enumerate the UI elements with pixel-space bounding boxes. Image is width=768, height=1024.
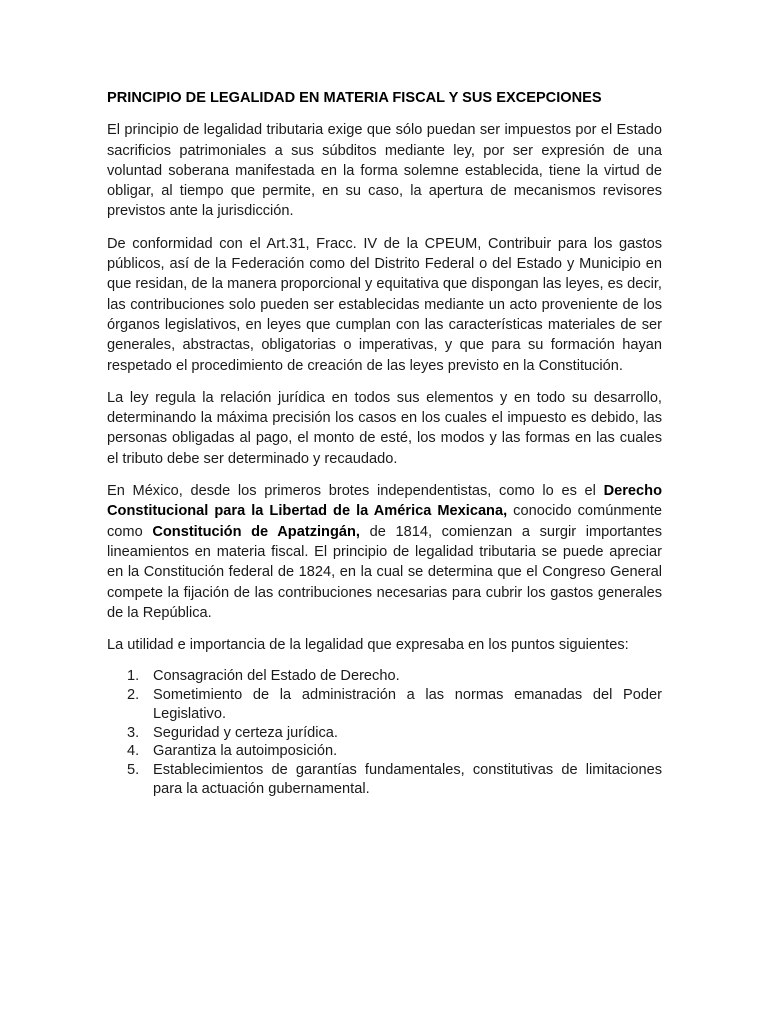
list-introduction: La utilidad e importancia de la legalidad que expresaba en los puntos siguientes: [107, 637, 629, 654]
list-item [107, 667, 662, 686]
list-item-number: 1. [127, 668, 140, 685]
apatzingan-constitution-name: Constitución de Apatzingán, [152, 523, 360, 540]
list-item-number: 3. [127, 724, 140, 741]
list-item [107, 686, 662, 723]
list-item-text: Establecimientos de garantías fundamentales, constitutivas de limitaciones para la actuación gubernamental. [153, 761, 662, 797]
document-title: PRINCIPIO DE LEGALIDAD EN MATERIA FISCAL Y SUS EXCEPCIONES [107, 90, 602, 106]
list-item [107, 761, 662, 798]
mexico-paragraph-known-as-text: conocido comúnmente como [107, 503, 662, 540]
mexico-paragraph-remaining-text: de 1814, comienzan a surgir importantes lineamientos en materia fiscal. El principio de legalidad tributaria se puede apreciar en la Constitución federal de 1824, en la cual se determina que el Congreso General compete la fijación de las contribuciones necesarias para cubrir los gastos generales de la República. [107, 523, 662, 621]
list-item-number: 5. [127, 761, 140, 778]
list-item-number: 2. [127, 687, 140, 704]
paragraph-mexico-history [107, 481, 662, 623]
list-item [107, 742, 662, 761]
list-item-text: Sometimiento de la administración a las normas emanadas del Poder Legislativo. [153, 687, 662, 722]
paragraph-cpeum-article-31: De conformidad con el Art.31, Fracc. IV de la CPEUM, Contribuir para los gastos públicos, así de la Federación como del Distrito Federal o del Estado y Municipio en que residan, de la manera proporcional y equitativa que dispongan las leyes, es decir, las contribuciones solo pueden ser establecidas mediante un acto proveniente de los órganos legislativos, en leyes que cumplan con las características materiales de ser generales, abstractas, obligatorias o imperativas, y que para su formación hayan respetado el procedimiento de creación de las leyes previsto en la Constitución. [107, 235, 662, 374]
list-item-text: Garantiza la autoimposición. [153, 743, 338, 760]
list-item-text: Seguridad y certeza jurídica. [153, 724, 338, 741]
list-item-text: Consagración del Estado de Derecho. [153, 668, 400, 685]
mexico-paragraph-intro-text: En México, desde los primeros brotes independentistas, como lo es el [107, 483, 604, 500]
paragraph-legality-principle: El principio de legalidad tributaria exige que sólo puedan ser impuestos por el Estado sacrificios patrimoniales a sus súbditos mediante ley, por ser expresión de una voluntad soberana manifestada en la forma solemne establecida, tiene la virtud de obligar, al tiempo que permite, en su caso, la apertura de mecanismos revisores previstos ante la jurisdicción. [107, 122, 662, 220]
constitutional-decree-name: Derecho Constitucional para la Libertad de la América Mexicana, [107, 483, 662, 520]
list-item-number: 4. [127, 743, 140, 760]
paragraph-legal-relationship: La ley regula la relación jurídica en todos sus elementos y en todo su desarrollo, determinando la máxima precisión los casos en los cuales el impuesto es debido, las personas obligadas al pago, el monto de esté, los modos y las formas en las cuales el tributo debe ser determinado y recaudado. [107, 389, 662, 467]
list-item [107, 724, 662, 743]
document-body [107, 88, 662, 798]
legality-points-list [107, 667, 662, 798]
